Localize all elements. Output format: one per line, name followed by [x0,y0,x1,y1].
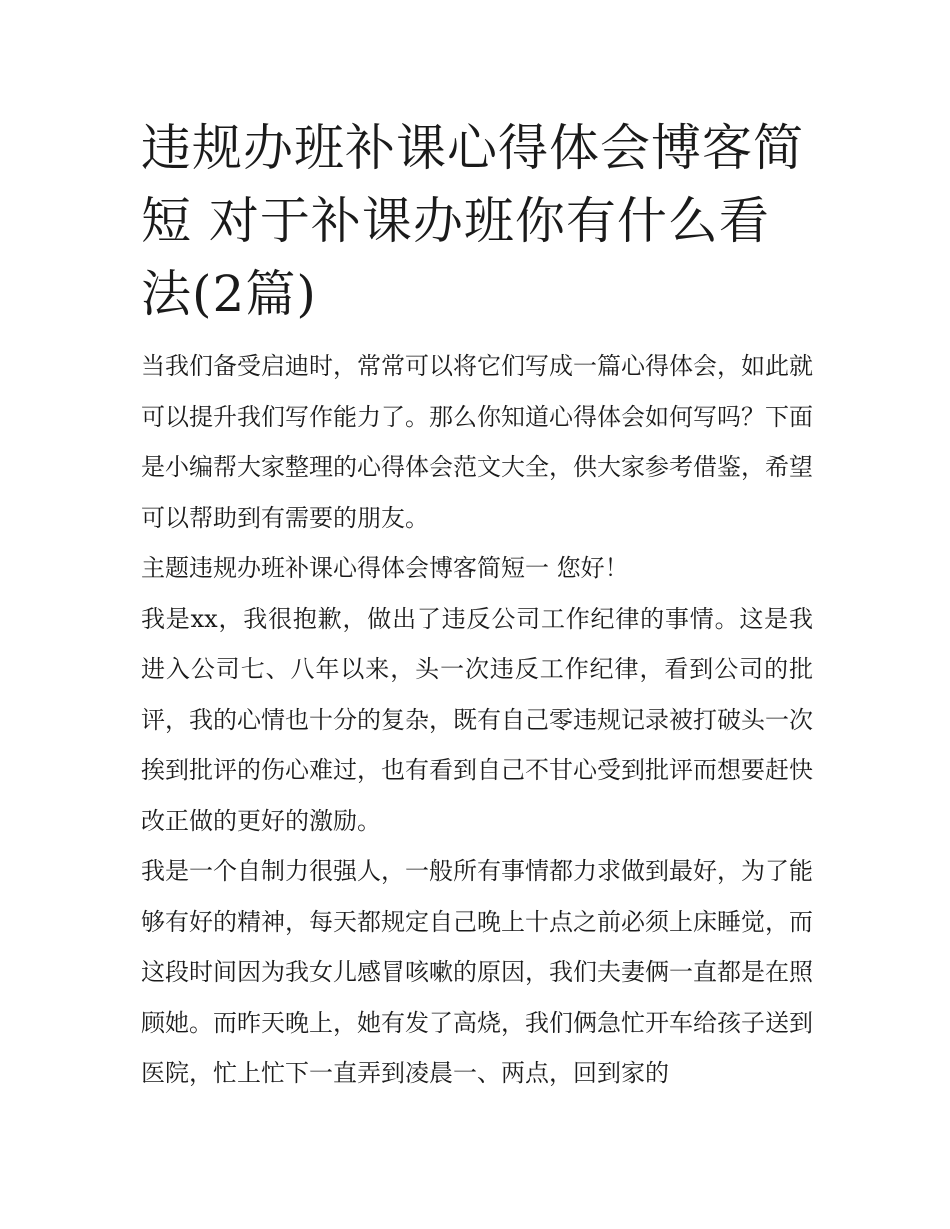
document-page [141,112,813,1099]
paragraph-topic: 主题违规办班补课心得体会博客简短一 您好！ [141,554,629,582]
document-title: 违规办班补课心得体会博客简短 对于补课办班你有什么看法(2篇) [141,119,804,323]
paragraph-reason: 我是一个自制力很强人，一般所有事情都力求做到最好，为了能够有好的精神，每天都规定自己晚上十点之前必须上床睡觉，而这段时间因为我女儿感冒咳嗽的原因，我们夫妻俩一直都是在照顾她。而昨天晚上，她有发了高烧，我们俩急忙开车给孩子送到医院，忙上忙下一直弄到凌晨一、两点，回到家的 [141,857,813,1087]
paragraph-apology: 我是xx，我很抱歉，做出了违反公司工作纪律的事情。这是我进入公司七、八年以来，头一次违反工作纪律，看到公司的批评，我的心情也十分的复杂，既有自己零违规记录被打破头一次挨到批评的伤心难过，也有看到自己不甘心受到批评而想要赶快改正做的更好的激励。 [141,604,813,835]
paragraph-intro: 当我们备受启迪时，常常可以将它们写成一篇心得体会，如此就可以提升我们写作能力了。那么你知道心得体会如何写吗？下面是小编帮大家整理的心得体会范文大全，供大家参考借鉴，希望可以帮助到有需要的朋友。 [141,352,813,532]
document-body [141,341,813,1099]
